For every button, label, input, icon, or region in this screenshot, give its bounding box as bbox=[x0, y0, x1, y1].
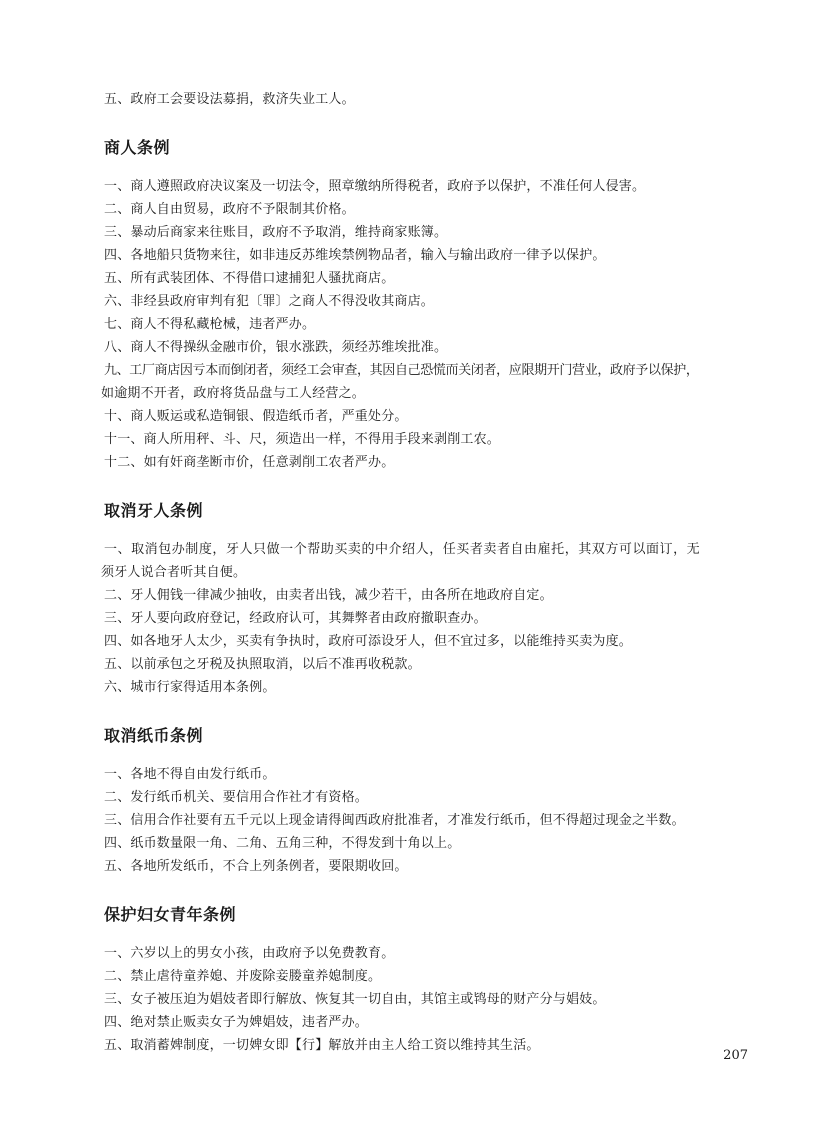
section-women-youth bbox=[104, 903, 752, 1057]
page-content bbox=[101, 88, 752, 1057]
list-item: 四、各地船只货物来往，如非违反苏维埃禁例物品者，输入与输出政府一律予以保护。 bbox=[104, 248, 606, 263]
list-item-continuation: 如逾期不开者，政府将货品盘与工人经营之。 bbox=[101, 386, 366, 401]
list-item: 四、绝对禁止贩卖女子为婢娼妓，违者严办。 bbox=[104, 1015, 369, 1030]
list-item: 十二、如有奸商垄断市价，任意剥削工农者严办。 bbox=[104, 455, 395, 470]
section-paper-money bbox=[104, 724, 752, 878]
intro-line: 五、政府工会要设法募捐，救济失业工人。 bbox=[104, 92, 355, 107]
list-item: 十一、商人所用秤、斗、尺，须造出一样，不得用手段来剥削工农。 bbox=[104, 432, 501, 447]
list-item: 四、如各地牙人太少，买卖有争执时，政府可添设牙人，但不宜过多，以能维持买卖为度。 bbox=[104, 634, 633, 649]
section-merchant bbox=[101, 136, 752, 474]
list-item: 二、商人自由贸易，政府不予限制其价格。 bbox=[104, 202, 355, 217]
list-item: 四、纸币数量限一角、二角、五角三种，不得发到十角以上。 bbox=[104, 836, 461, 851]
list-item: 二、发行纸币机关、要信用合作社才有资格。 bbox=[104, 790, 369, 805]
list-item: 七、商人不得私藏枪械，违者严办。 bbox=[104, 317, 316, 332]
list-item: 一、各地不得自由发行纸币。 bbox=[104, 767, 276, 782]
section-title: 商人条例 bbox=[104, 138, 171, 157]
list-item: 二、牙人佣钱一律减少抽收，由卖者出钱，减少若干，由各所在地政府自定。 bbox=[104, 588, 553, 603]
list-item: 二、禁止虐待童养媳、并废除妾媵童养媳制度。 bbox=[104, 969, 382, 984]
section-broker bbox=[101, 499, 752, 699]
list-item: 十、商人贩运或私造铜银、假造纸币者，严重处分。 bbox=[104, 409, 408, 424]
list-item: 六、非经县政府审判有犯〔罪〕之商人不得没收其商店。 bbox=[104, 294, 435, 309]
page-number: 207 bbox=[723, 1048, 748, 1063]
list-item: 五、所有武装团体、不得借口逮捕犯人骚扰商店。 bbox=[104, 271, 395, 286]
list-item: 三、信用合作社要有五千元以上现金请得闽西政府批准者，才准发行纸币，但不得超过现金之半数。 bbox=[104, 813, 685, 828]
list-item: 九、工厂商店因亏本而倒闭者，须经工会审查，其因自己恐慌而关闭者，应限期开门营业，政府予以保护， bbox=[104, 363, 699, 378]
section-title: 取消纸币条例 bbox=[104, 726, 204, 745]
list-item: 六、城市行家得适用本条例。 bbox=[104, 680, 276, 695]
list-item: 一、商人遵照政府决议案及一切法令，照章缴纳所得税者，政府予以保护，不准任何人侵害。 bbox=[104, 179, 646, 194]
list-item: 三、女子被压迫为娼妓者即行解放、恢复其一切自由，其馆主或鸨母的财产分与娼妓。 bbox=[104, 992, 606, 1007]
list-item: 五、各地所发纸币，不合上列条例者，要限期收回。 bbox=[104, 859, 408, 874]
section-title: 取消牙人条例 bbox=[104, 501, 204, 520]
section-title: 保护妇女青年条例 bbox=[104, 905, 237, 924]
list-item: 三、牙人要向政府登记，经政府认可，其舞弊者由政府撤职查办。 bbox=[104, 611, 487, 626]
list-item: 五、以前承包之牙税及执照取消，以后不准再收税款。 bbox=[104, 657, 421, 672]
list-item: 五、取消蓄婢制度，一切婢女即【行】解放并由主人给工资以维持其生活。 bbox=[104, 1038, 540, 1053]
list-item: 一、六岁以上的男女小孩，由政府予以免费教育。 bbox=[104, 946, 395, 961]
list-item: 八、商人不得操纵金融市价，银水涨跌，须经苏维埃批准。 bbox=[104, 340, 448, 355]
list-item: 一、取消包办制度，牙人只做一个帮助买卖的中介绍人，任买者卖者自由雇托，其双方可以面订，无 bbox=[104, 542, 701, 557]
list-item: 三、暴动后商家来往账目，政府不予取消，维持商家账簿。 bbox=[104, 225, 448, 240]
list-item-continuation: 须牙人说合者听其自便。 bbox=[101, 565, 247, 580]
